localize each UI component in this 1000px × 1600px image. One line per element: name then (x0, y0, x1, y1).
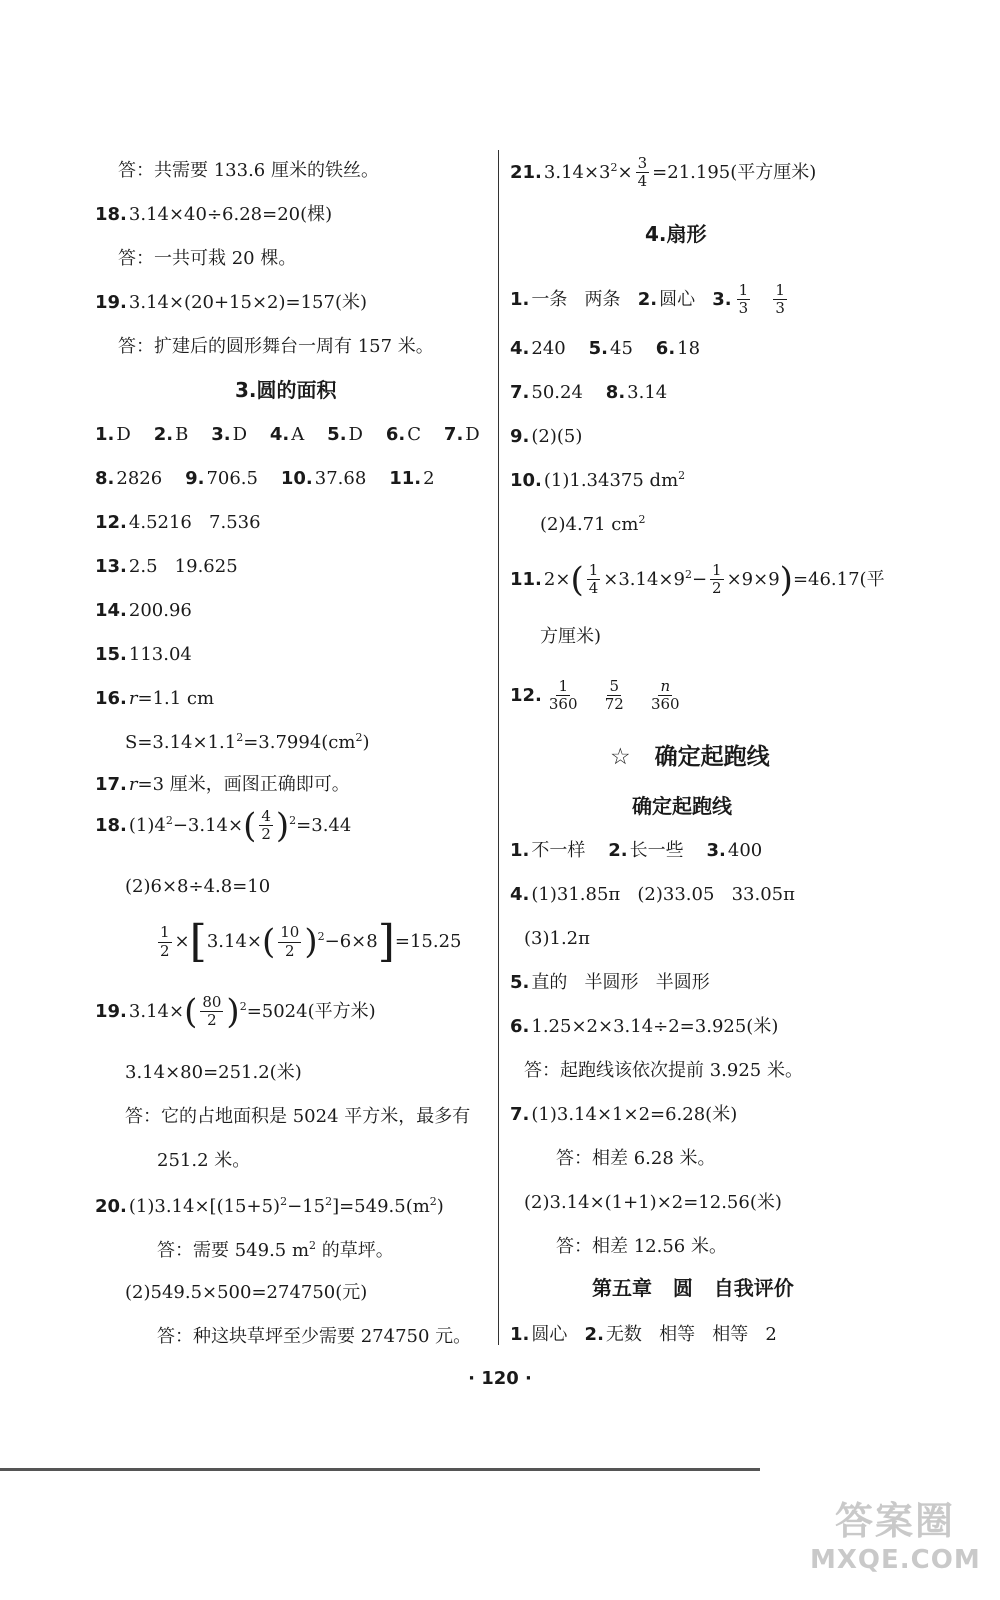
sector-answers-7-8: 7. 50.24 8. 3.14 (510, 382, 668, 403)
answer-line: 答：扩建后的圆形舞台一周有 157 米。 (118, 336, 434, 357)
question-12: 12. 4.5216 7.536 (95, 512, 261, 533)
question-19: 19. 3.14×(20+15×2)=157(米) (95, 292, 368, 313)
formula-line: (3)1.2π (524, 928, 590, 949)
sector-answers-1-3: 1. 一条 两条 2. 圆心 3. $\frac{1}{3}$ $\frac{1}{3}$ (510, 281, 785, 318)
section-title-circle-area: 3.圆的面积 (235, 378, 337, 402)
answer-line: 251.2 米。 (157, 1150, 251, 1171)
section-title-start-line: 确定起跑线 (632, 794, 732, 818)
fraction: $\frac{n}{360}$ (650, 677, 680, 714)
question-15: 15. 113.04 (95, 644, 192, 665)
question-20: 20. $(1)3.14\times[(15+5)^2-15^2]=549.5(m^2)$ (95, 1195, 444, 1217)
question-16: 16. r=1.1 cm (95, 688, 215, 709)
startline-question-5: 5. 直的 半圆形 半圆形 (510, 972, 710, 993)
fraction: $\frac{5}{72}$ (604, 677, 624, 714)
formula-line: (2)549.5×500=274750(元) (125, 1282, 368, 1303)
startline-question-4: 4. (1)31.85π (2)33.05 33.05π (510, 884, 795, 905)
question-21: 21. $3.14\times 3^2\times$ $\frac{3}{4}$ =21.195(平方厘米) (510, 154, 817, 191)
startline-question-7: 7. (1)3.14×1×2=6.28(米) (510, 1104, 738, 1125)
chapter-5-self-evaluation-title: 第五章 圆 自我评价 (592, 1276, 794, 1300)
self-eval-answers: 1. 圆心 2. 无数 相等 相等 2 (510, 1324, 777, 1345)
answer-line: 答：共需要 133.6 厘米的铁丝。 (118, 160, 379, 181)
fraction: $\frac{10}{2}$ (280, 923, 300, 960)
question-9: 9. (2)(5) (510, 426, 583, 447)
formula-line: (2)3.14×(1+1)×2=12.56(米) (524, 1192, 782, 1213)
bottom-rule (0, 1468, 760, 1471)
fraction: $\frac{1}{2}$ (712, 561, 722, 598)
answer-line: 答：相差 6.28 米。 (556, 1148, 716, 1169)
sector-answers-4-6: 4. 240 5. 45 6. 18 (510, 338, 701, 359)
answer-line: 答：需要 549.5 $m^2$ 的草坪。 (157, 1239, 394, 1261)
fraction: $\frac{1}{3}$ (738, 281, 749, 318)
question-18-area: 18. $(1)4^2-3.14\times$( $\frac{4}{2}$ )$^2$=3.44 (95, 805, 352, 846)
column-divider (498, 150, 499, 1345)
fraction: $\frac{80}{2}$ (202, 993, 222, 1030)
question-10: 10. (1)1.34375 $dm^2$ (510, 469, 686, 491)
fraction: $\frac{1}{3}$ (775, 281, 785, 318)
fraction: $\frac{1}{360}$ (548, 677, 578, 714)
fraction: $\frac{1}{2}$ (160, 923, 170, 960)
formula-line: 3.14×80=251.2(米) (125, 1062, 302, 1083)
watermark-url: MXQE.COM (810, 1545, 981, 1575)
answer-line: 答：相差 12.56 米。 (556, 1236, 727, 1257)
formula-line: (2)4.71 $cm^2$ (540, 513, 646, 535)
page-number: · 120 · (468, 1368, 532, 1389)
question-18: 18. 3.14×40÷6.28=20(棵) (95, 204, 333, 225)
question-19-area: 19. 3.14×( $\frac{80}{2}$ )$^2$=5024(平方米) (95, 991, 376, 1032)
startline-question-6: 6. 1.25×2×3.14÷2=3.925(米) (510, 1016, 779, 1037)
chapter-activity-title: ☆ 确定起跑线 (610, 744, 770, 770)
fraction: $\frac{3}{4}$ (637, 154, 648, 191)
answer-line: 答：它的占地面积是 5024 平方米，最多有 (125, 1106, 471, 1127)
answer-line: 答：起跑线该依次提前 3.925 米。 (524, 1060, 803, 1081)
formula-line: $\frac{1}{2}$ ×[3.14×( $\frac{10}{2}$ )$^2$−6×8]=15.25 (160, 916, 462, 967)
watermark-logo-text: 答案圈 (834, 1499, 955, 1543)
question-12-fractions: 12. $\frac{1}{360}$ $\frac{5}{72}$ $\frac{n}{360}$ (510, 677, 680, 714)
formula-line: (2)6×8÷4.8=10 (125, 876, 271, 897)
answers-1-7: 1. D 2. B 3. D 4. A 5. D 6. C 7. D (95, 424, 480, 445)
startline-answers-1-3: 1. 不一样 2. 长一些 3. 400 (510, 840, 763, 861)
answer-line: 答：种这块草坪至少需要 274750 元。 (157, 1326, 472, 1347)
fraction: $\frac{4}{2}$ (261, 807, 271, 844)
answers-8-11: 8. 2826 9. 706.5 10. 37.68 11. 2 (95, 468, 435, 489)
answer-line: 答：一共可栽 20 棵。 (118, 248, 297, 269)
question-13: 13. 2.5 19.625 (95, 556, 238, 577)
star-icon: ☆ (610, 744, 631, 770)
question-11: 11. 2×( $\frac{1}{4}$ $\times 3.14\times 9^2-$ $\frac{1}{2}$ ×9×9)=46.17(平 (510, 559, 885, 600)
formula-line: 方厘米) (540, 626, 602, 647)
section-title-sector: 4.扇形 (645, 222, 707, 246)
site-watermark (810, 1490, 980, 1575)
question-14: 14. 200.96 (95, 600, 192, 621)
question-17: 17. r=3 厘米，画图正确即可。 (95, 774, 350, 795)
fraction: $\frac{1}{4}$ (588, 561, 599, 598)
formula-area: $S=3.14\times 1.1^2=3.7994(cm^2)$ (125, 731, 370, 753)
